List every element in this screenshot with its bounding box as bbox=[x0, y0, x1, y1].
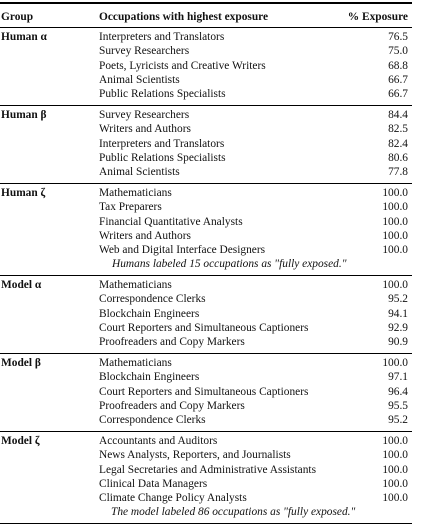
exposure-value-cell: 84.4 bbox=[388, 109, 408, 121]
occupation-cell: Mathematicians bbox=[99, 279, 172, 291]
group-label: Model β bbox=[1, 357, 41, 369]
exposure-value-cell: 95.5 bbox=[388, 399, 408, 412]
occupation-cell: Mathematicians bbox=[99, 357, 172, 369]
occupation-cell: Correspondence Clerks bbox=[99, 293, 206, 306]
exposure-value-cell: 100.0 bbox=[382, 449, 408, 462]
group-label: Human β bbox=[1, 109, 47, 121]
occupation-cell: Clinical Data Managers bbox=[99, 477, 208, 490]
occupation-cell: Survey Researchers bbox=[99, 45, 190, 58]
exposure-value-cell: 100.0 bbox=[382, 215, 408, 228]
occupation-cell: Legal Secretaries and Administrative Assistants bbox=[99, 463, 317, 476]
top-rule bbox=[0, 2, 412, 4]
exposure-value-cell: 97.1 bbox=[388, 371, 408, 384]
exposure-value-cell: 76.5 bbox=[388, 31, 408, 43]
exposure-value-cell: 95.2 bbox=[388, 414, 408, 427]
exposure-value-cell: 66.7 bbox=[388, 88, 408, 101]
group-separator-rule bbox=[0, 275, 412, 276]
occupation-cell: Blockchain Engineers bbox=[99, 307, 200, 320]
exposure-value-cell: 77.8 bbox=[388, 166, 408, 179]
occupation-cell: Mathematicians bbox=[99, 187, 172, 199]
exposure-value-cell: 80.6 bbox=[388, 151, 408, 164]
bottom-rule bbox=[0, 523, 412, 525]
occupation-cell: Animal Scientists bbox=[99, 166, 180, 179]
exposure-value-cell: 82.5 bbox=[388, 123, 408, 136]
group-label: Model ζ bbox=[1, 435, 40, 447]
group-separator-rule bbox=[0, 431, 412, 432]
occupation-cell: Public Relations Specialists bbox=[99, 151, 226, 164]
exposure-value-cell: 100.0 bbox=[382, 279, 408, 291]
exposure-value-cell: 100.0 bbox=[382, 229, 408, 242]
exposure-value-cell: 100.0 bbox=[382, 187, 408, 199]
occupation-cell: Tax Preparers bbox=[99, 201, 162, 214]
group-label: Human α bbox=[1, 31, 47, 43]
header-exposure: % Exposure bbox=[347, 11, 408, 23]
occupation-cell: Writers and Authors bbox=[99, 123, 191, 136]
exposure-value-cell: 100.0 bbox=[382, 435, 408, 447]
occupation-cell: Animal Scientists bbox=[99, 73, 180, 86]
group-note: The model labeled 86 occupations as "fully exposed." bbox=[111, 505, 356, 518]
exposure-value-cell: 68.8 bbox=[388, 59, 408, 72]
occupation-cell: Blockchain Engineers bbox=[99, 371, 200, 384]
group-note: Humans labeled 15 occupations as "fully exposed." bbox=[112, 257, 347, 270]
group-label: Model α bbox=[1, 279, 42, 291]
occupation-cell: News Analysts, Reporters, and Journalists bbox=[99, 449, 291, 462]
exposure-value-cell: 100.0 bbox=[382, 357, 408, 369]
exposure-value-cell: 75.0 bbox=[388, 45, 408, 58]
exposure-value-cell: 100.0 bbox=[382, 492, 408, 505]
group-separator-rule bbox=[0, 353, 412, 354]
occupation-cell: Writers and Authors bbox=[99, 229, 191, 242]
exposure-value-cell: 100.0 bbox=[382, 463, 408, 476]
header-rule bbox=[0, 27, 412, 28]
exposure-value-cell: 90.9 bbox=[388, 336, 408, 349]
occupation-cell: Proofreaders and Copy Markers bbox=[99, 399, 245, 412]
exposure-value-cell: 100.0 bbox=[382, 201, 408, 214]
exposure-value-cell: 100.0 bbox=[382, 477, 408, 490]
exposure-value-cell: 82.4 bbox=[388, 137, 408, 150]
occupation-cell: Web and Digital Interface Designers bbox=[99, 244, 266, 257]
occupation-cell: Public Relations Specialists bbox=[99, 88, 226, 101]
group-separator-rule bbox=[0, 183, 412, 184]
header-occupations: Occupations with highest exposure bbox=[99, 11, 269, 23]
occupation-cell: Court Reporters and Simultaneous Captioners bbox=[99, 321, 309, 334]
exposure-value-cell: 95.2 bbox=[388, 293, 408, 306]
occupation-cell: Interpreters and Translators bbox=[99, 137, 225, 150]
exposure-value-cell: 94.1 bbox=[388, 307, 408, 320]
header-group: Group bbox=[1, 11, 34, 23]
exposure-value-cell: 92.9 bbox=[388, 321, 408, 334]
occupation-cell: Financial Quantitative Analysts bbox=[99, 215, 243, 228]
occupation-cell: Proofreaders and Copy Markers bbox=[99, 336, 245, 349]
exposure-value-cell: 100.0 bbox=[382, 244, 408, 257]
occupation-cell: Poets, Lyricists and Creative Writers bbox=[99, 59, 266, 72]
occupation-cell: Accountants and Auditors bbox=[99, 435, 218, 447]
occupation-cell: Court Reporters and Simultaneous Captioners bbox=[99, 385, 309, 398]
occupation-cell: Correspondence Clerks bbox=[99, 414, 206, 427]
exposure-value-cell: 96.4 bbox=[388, 385, 408, 398]
exposure-value-cell: 66.7 bbox=[388, 73, 408, 86]
occupation-cell: Climate Change Policy Analysts bbox=[99, 492, 247, 505]
group-separator-rule bbox=[0, 105, 412, 106]
group-label: Human ζ bbox=[1, 187, 46, 199]
occupation-cell: Survey Researchers bbox=[99, 109, 190, 121]
occupation-cell: Interpreters and Translators bbox=[99, 31, 225, 43]
